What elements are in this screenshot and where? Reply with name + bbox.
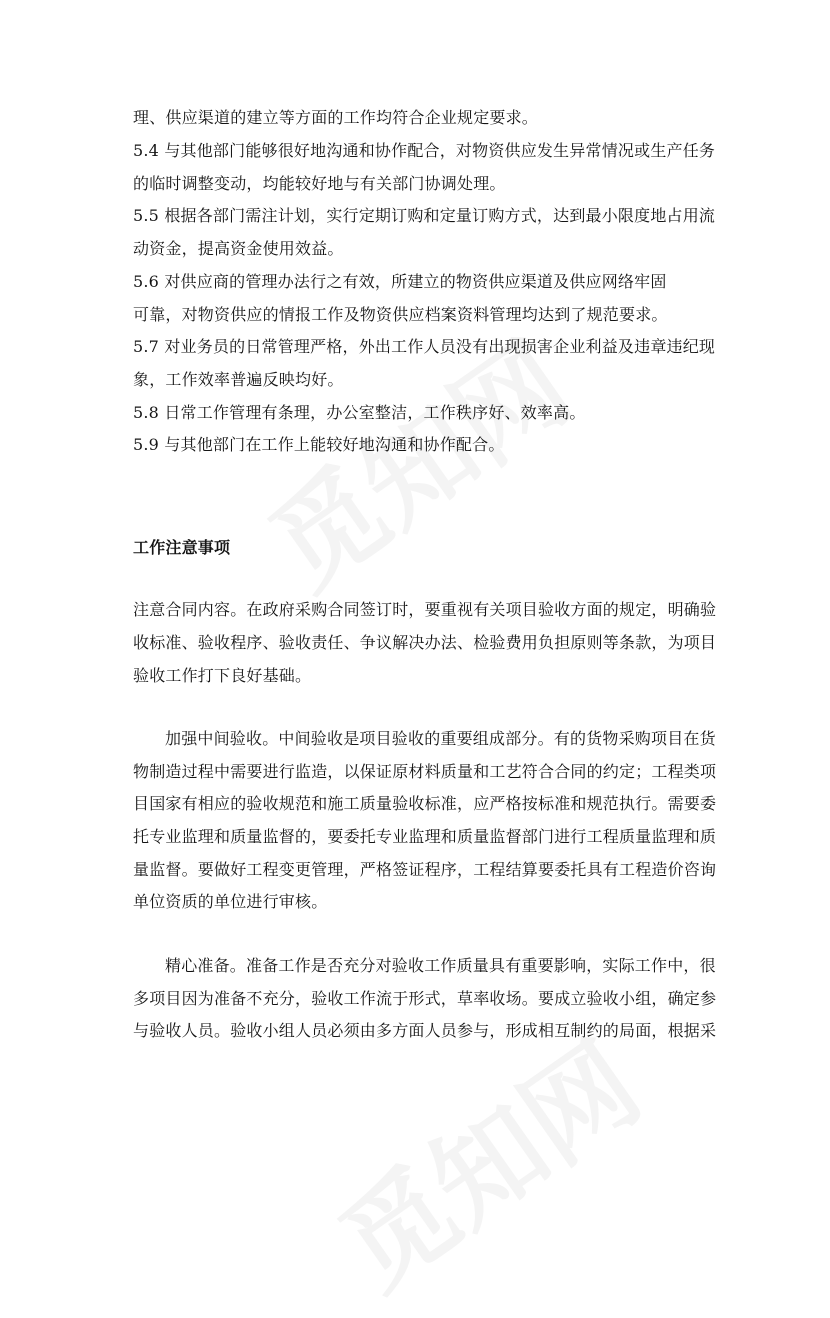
paragraph-line: 精心准备。准备工作是否充分对验收工作质量具有重要影响，实际工作中，很 [165, 956, 716, 975]
text-line: 可靠，对物资供应的情报工作及物资供应档案资料管理均达到了规范要求。 [133, 305, 668, 324]
text-line: 5.7 对业务员的日常管理严格，外出工作人员没有出现损害企业利益及违章违纪现 [133, 337, 716, 356]
paragraph-line: 加强中间验收。中间验收是项目验收的重要组成部分。有的货物采购项目在货 [165, 729, 716, 748]
text-line: 5.9 与其他部门在工作上能较好地沟通和协作配合。 [133, 435, 505, 454]
text-line: 5.5 根据各部门需注计划，实行定期订购和定量订购方式，达到最小限度地占用流 [133, 206, 716, 225]
paragraph-line: 与验收人员。验收小组人员必须由多方面人员参与，形成相互制约的局面，根据采 [133, 1021, 717, 1040]
text-line: 象，工作效率普遍反映均好。 [133, 370, 344, 389]
section-heading: 工作注意事项 [133, 538, 231, 557]
text-line: 动资金，提高资金使用效益。 [133, 239, 344, 258]
paragraph-line: 托专业监理和质量监督的，要委托专业监理和质量监督部门进行工程质量监理和质 [133, 827, 717, 846]
paragraph-line: 注意合同内容。在政府采购合同签订时，要重视有关项目验收方面的规定，明确验 [133, 600, 717, 619]
paragraph-line: 收标准、验收程序、验收责任、争议解决办法、检验费用负担原则等条款，为项目 [133, 633, 717, 652]
text-line: 5.8 日常工作管理有条理，办公室整洁，工作秩序好、效率高。 [133, 403, 586, 422]
paragraph-line: 目国家有相应的验收规范和施工质量验收标准，应严格按标准和规范执行。需要委 [133, 794, 717, 813]
text-line: 5.6 对供应商的管理办法行之有效，所建立的物资供应渠道及供应网络牢固 [133, 272, 667, 291]
paragraph-line: 量监督。要做好工程变更管理，严格签证程序，工程结算要委托具有工程造价咨询 [133, 860, 717, 879]
paragraph-line: 物制造过程中需要进行监造，以保证原材料质量和工艺符合合同的约定；工程类项 [133, 762, 717, 781]
paragraph-line: 单位资质的单位进行审核。 [133, 892, 328, 911]
text-line: 的临时调整变动，均能较好地与有关部门协调处理。 [133, 174, 506, 193]
text-line: 理、供应渠道的建立等方面的工作均符合企业规定要求。 [133, 108, 539, 127]
watermark [305, 1000, 666, 1318]
paragraph-line: 多项目因为准备不充分，验收工作流于形式，草率收场。要成立验收小组，确定参 [133, 989, 717, 1008]
text-line: 5.4 与其他部门能够很好地沟通和协作配合，对物资供应发生异常情况或生产任务 [133, 141, 716, 160]
paragraph-line: 验收工作打下良好基础。 [133, 666, 312, 685]
